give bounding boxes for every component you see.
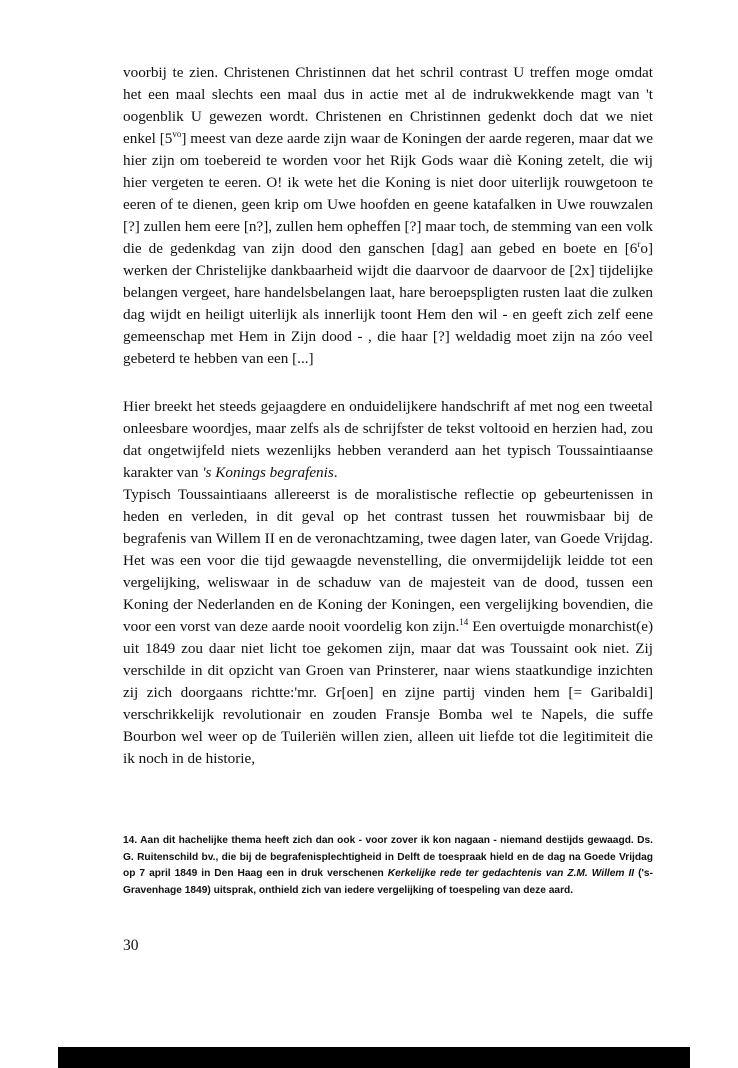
text-run: Hier breekt het steeds gejaagdere en onduidelijkere handschrift af met nog een tweetal onleesbare woordjes, maar zelfs als de schrijfster de tekst voltooid en herzien had, zou dat ongetwijfeld niets wezenlijks hebben veranderd aan het typisch Toussaintiaanse karakter van	[123, 398, 653, 481]
page-number: 30	[123, 937, 139, 954]
footnote-text: ('s-Gravenhage 1849) uitsprak, onthield zich van iedere vergelijking of toespeling van deze aard.	[123, 868, 653, 896]
paragraph-3	[123, 484, 653, 770]
paragraph-1	[123, 62, 653, 370]
main-text	[123, 62, 653, 770]
scan-border-bar	[58, 1047, 690, 1068]
text-run: ] meest van deze aarde zijn waar de Koningen der aarde regeren, maar dat we hier zijn om toebereid te worden voor het Rijk Gods waar diè Koning zetelt, die wij hier vergeten te eeren. O! ik wete het die Koning is niet door uiterlijk rouwgetoon te eeren of te dienen, geen krip om Uwe hoofden en geene katafalken in Uwe rouwzalen [?] zullen hem eere [n?], zullen hem opheffen [?] maar toch, de stemming van een volk die de gedenkdag van zijn dood den ganschen [dag] aan gebed en boete en [6	[123, 130, 653, 257]
text-run: Een overtuigde monarchist(e) uit 1849 zou daar niet licht toe gekomen zijn, maar dat was Toussaint ook niet. Zij verschilde in dit opzicht van Groen van Prinsterer, naar wiens staatkundige inzichten zij zich doorgaans richtte:'mr. Gr[oen] en zijne partij vinden hem [= Garibaldi] verschrikkelijk revolutionair en zouden Fransje Bomba wel te Napels, die suffe Bourbon wel weer op de Tuileriën willen zien, alleen uit liefde tot die legitimiteit die ik noch in de historie,	[123, 618, 654, 767]
footnote-italic-title: Kerkelijke rede ter gedachtenis van Z.M. Willem II	[387, 868, 635, 880]
text-run: o] werken der Christelijke dankbaarheid wijdt die daarvoor de daarvoor de [2x] tijdelijke belangen vergeet, hare handelsbelangen laat, hare beroepspligten rusten laat die zulken dag wijdt en heiligt uiterlijk als innerlijk toont Hem den wil - en geeft zich zelf eene gemeenschap met Hem in Zijn dood - , die haar [?] weldadig moet zijn na zóo veel gebeterd te hebben van een [...]	[123, 240, 653, 367]
superscript: vo	[172, 128, 182, 139]
footnote-marker: 14	[459, 616, 469, 627]
text-run: voorbij te zien. Christenen Christinnen dat het schril contrast U treffen moge omdat het een maal slechts een maal dus in actie met al de indrukwekkende magt van 't oogenblik U gewezen wordt. Christenen en Christinnen gedenkt doch dat we niet enkel [5	[123, 64, 653, 147]
text-run: Typisch Toussaintiaans allereerst is de moralistische reflectie op gebeurtenissen in heden en verleden, in dit geval op het contrast tussen het rouwmisbaar bij de begrafenis van Willem II en de veronachtzaming, twee dagen later, van Goede Vrijdag. Het was een voor die tijd gewaagde nevenstelling, die onvermijdelijk leidde tot een vergelijking, weliswaar in de schaduw van de majesteit van de dood, tussen een Koning der Nederlanden en de Koning der Koningen, een vergelijking bovendien, die voor een vorst van deze aarde nooit voordelig kon zijn.	[123, 486, 653, 635]
italic-title: 's Konings begrafenis	[202, 464, 334, 481]
text-run: .	[333, 464, 338, 481]
superscript: r	[637, 238, 641, 249]
footnote-text: 14. Aan dit hachelijke thema heeft zich dan ook - voor zover ik kon nagaan - niemand destijds gewaagd. Ds. G. Ruitenschild bv., die bij de begrafenisplechtigheid in Delft de toespraak hield en de dag na Goede Vrijdag op 7 april 1849 in Den Haag een in druk verschenen	[123, 835, 653, 880]
footnote-14	[123, 833, 653, 899]
paragraph-2	[123, 396, 653, 484]
